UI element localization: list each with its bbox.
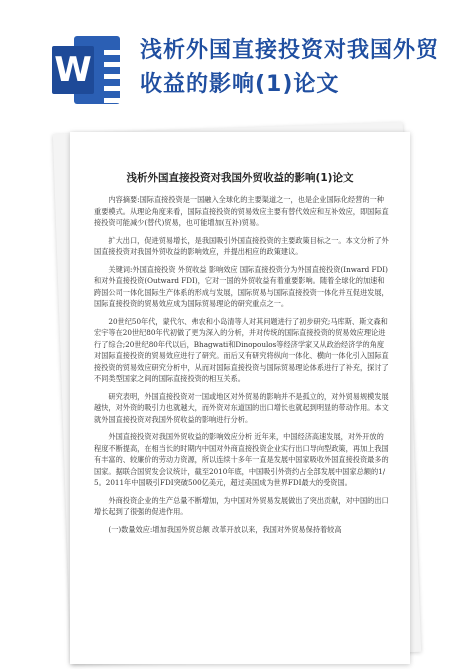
paragraph-contribution: 外商投资企业的生产总量不断增加，为中国对外贸易发展做出了突出贡献，对中国的出口增长起到了很强的促进作用。	[94, 495, 389, 516]
paragraph-quantity-effect: (一)数量效应:增加我国外贸总额 改革开放以来，我国对外贸易保持着较高	[108, 524, 342, 534]
paragraph-keywords: 关键词:外国直接投资 外贸收益 影响效应 国际直接投资分为外国直接投资(Inward FDI)和对外直接投资(Outward FDI)，它对一国的外贸收益有着重要影响。随着全球化的加速和跨国公司一体化国际生产体系的形成与发展，国际贸易与国际直接投资一体化并互促进发展，国际直接投资的贸易效应成为国际贸易理论的研究重点之一。	[94, 264, 389, 308]
word-icon-letter: W	[52, 46, 94, 94]
document-body	[94, 194, 390, 541]
paragraph-history: 20世纪50年代，蒙代尔、弗农和小岛清等人对其问题进行了初步研究;马库斯、斯文森和宏宇等在20世纪80年代初做了更为深入的分析，并对传统的国际直接投资的贸易效应理论进行了综合;20世纪80年代以后，Bhagwati和Dinopoulos等经济学家又从政治经济学的角度对国际直接投资的贸易效应进行了研究。而后又有研究将纵向一体化、横向一体化引入国际直接投资的贸易效应研究分析中，从而对国际直接投资与国际贸易理论体系进行了补充，探讨了不同类型国家之间的国际直接投资的相互关系。	[94, 316, 389, 383]
document-page	[70, 132, 410, 664]
header-banner	[0, 0, 474, 120]
paragraph-abstract: 内容摘要:国际直接投资是一国融入全球化的主要渠道之一，也是企业国际化经营的一种重要模式。从理论角度来看，国际直接投资的贸易效应主要有替代效应和互补效应，即国际直接投资可能减少(替代)贸易，也可能增加(互补)贸易。	[94, 195, 389, 227]
header-title: 浅析外国直接投资对我国外贸收益的影响(1)论文	[140, 38, 440, 97]
paragraph-research: 研究表明，外国直接投资对一国或地区对外贸易的影响并不是孤立的，对外贸易规模发展越快，对外资的吸引力也就越大，而外资对东道国的出口增长也就起到明显的带动作用。本文就外国直接投资对我国外贸收益的影响进行分析。	[94, 391, 389, 424]
word-document-icon	[52, 36, 122, 104]
word-icon-lines	[104, 50, 136, 122]
paragraph-policy: 扩大出口，促进贸易增长，是我国吸引外国直接投资的主要政策目标之一。本文分析了外国直接投资对我国外贸收益的影响效应，并提出相应的政策建议。	[94, 235, 389, 256]
paragraph-analysis: 外国直接投资对我国外贸收益的影响效应分析 近年来，中国经济高速发展，对外开放的程度不断提高，在相当长的时期内中国对外商直接投资企业实行出口导向型政策，再加上我国有丰富的、较廉价的劳动力资源，所以连续十多年一直是发展中国家吸收外国直接投资最多的国家。据联合国贸发会议统计，截至2010年底，中国吸引外资约占全部发展中国家总额的1/5。2011年中国吸引FDI突破500亿美元，超过美国成为世界FDI最大的受资国。	[94, 432, 389, 487]
document-title: 浅析外国直接投资对我国外贸收益的影响(1)论文	[126, 172, 354, 184]
